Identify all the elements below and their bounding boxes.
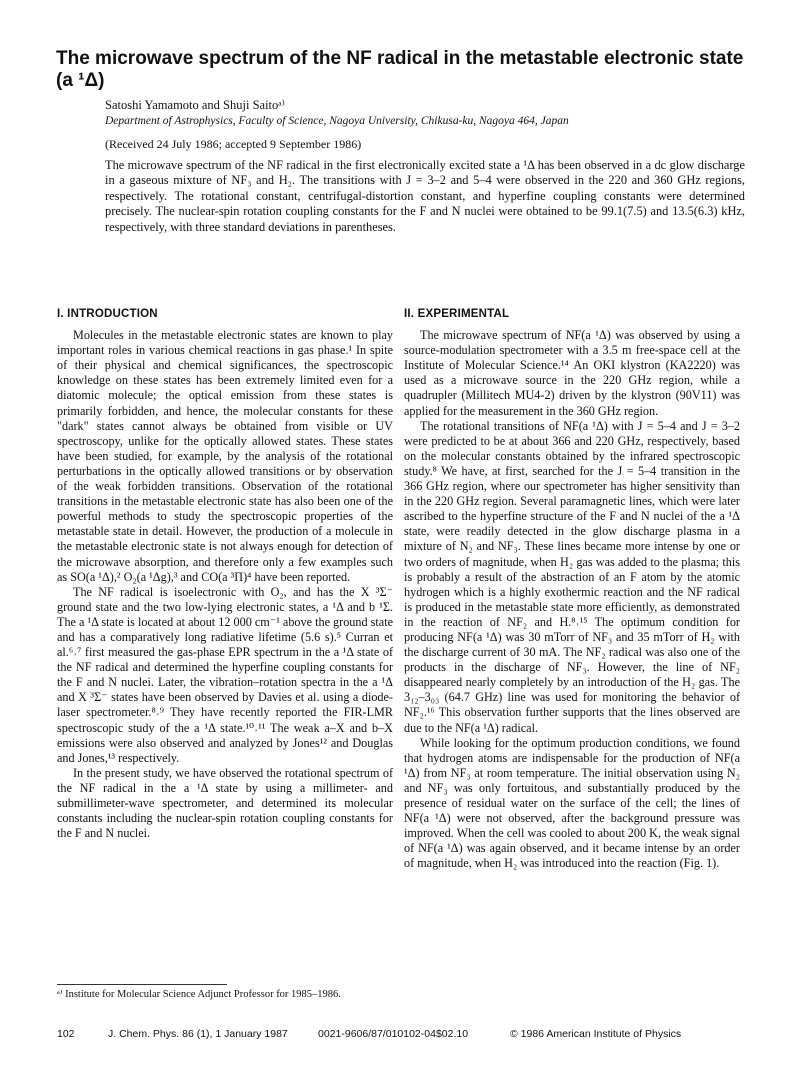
intro-paragraph-2: The NF radical is isoelectronic with O₂, and has the X ³Σ⁻ ground state and the two low-lying electronic states, a ¹Δ and b ¹Σ. The a ¹Δ state is located at about 12 000 cm⁻¹ above the ground state and has a comparatively long radiative lifetime (5.6 s).⁵ Curran et al.⁶˒⁷ first measured the gas-phase EPR spectrum in the a ¹Δ state of the NF radical and determined the hyperfine coupling constants for the F and N nuclei. Later, the vibration–rotation spectra in the a ¹Δ and X ³Σ⁻ states have been observed by Davies et al. using a diode-laser spectrometer.⁸˒⁹ They have recently reported the FIR-LMR spectroscopic study of the a ¹Δ state.¹⁰˒¹¹ The weak a–X and b–X emissions were also observed and analyzed by Jones¹² and Douglas and Jones,¹³ respectively. — [57, 584, 393, 765]
experimental-paragraph-1: The microwave spectrum of NF(a ¹Δ) was observed by using a source-modulation spectrometer with a 3.5 m free-space cell at the Institute of Molecular Science.¹⁴ An OKI klystron (KA2220) was used as a microwave source in the 220 GHz region, while a quadrupler (Millitech MU4-2) driven by the klystron (90V11) was applied for the measurement in the 360 GHz region. — [404, 328, 740, 418]
paper-title: The microwave spectrum of the NF radical in the metastable electronic state (a ¹Δ) — [56, 48, 744, 91]
left-column — [57, 307, 393, 841]
footnote-divider — [57, 984, 227, 985]
intro-heading: I. INTRODUCTION — [57, 308, 158, 320]
author-list: Satoshi Yamamoto and Shuji Saitoᵃ⁾ — [105, 98, 285, 112]
intro-paragraph-3: In the present study, we have observed the rotational spectrum of the NF radical in the a ¹Δ state by using a millimeter- and submillimeter-wave spectrometer, and determined its molecular constants including the nuclear-spin rotation coupling constants for the F and N nuclei. — [57, 765, 393, 841]
abstract: The microwave spectrum of the NF radical in the first electronically excited state a ¹Δ has been observed in a dc glow discharge in a gaseous mixture of NF₃ and H₂. The transitions with J = 3–2 and 5–4 were observed in the 220 and 360 GHz regions, respectively. The rotational constant, centrifugal-distortion constant, and hyperfine coupling constants were determined precisely. The nuclear-spin rotation coupling constants for the F and N nuclei were obtained to be 99.1(7.5) and 13.5(6.3) kHz, respectively, with three standard deviations in parentheses. — [105, 158, 745, 234]
footnote: ᵃ⁾ Institute for Molecular Science Adjunct Professor for 1985–1986. — [57, 989, 341, 1000]
experimental-paragraph-2: The rotational transitions of NF(a ¹Δ) with J = 5–4 and J = 3–2 were predicted to be at about 366 and 220 GHz, respectively, based on the molecular constants obtained by the infrared spectroscopic study.⁸ We have, at first, searched for the J = 5–4 transition in the 366 GHz region, where our spectrometer has higher sensitivity than in the 220 GHz region. Several paramagnetic lines, which were later ascribed to the hyperfine structure of the F and N nuclei of the a ¹Δ state, were readily detected in the glow discharge plasma in a mixture of N₂ and NF₃. These lines became more intense by one or two orders of magnitude, when H₂ gas was added to the plasma; this is probably a result of the abstraction of an F atom by the atomic hydrogen which is a highly exothermic reaction and the NF radical is produced in the metastable state more efficiently, as demonstrated in the reaction of NF₂ and H.⁸˒¹⁵ The optimum condition for producing NF(a ¹Δ) was 30 mTorr of NF₃ and 35 mTorr of H₂ with the discharge current of 30 mA. The NF₂ radical was also one of the products in the discharge of NF₃. However, the line of NF₂ disappeared nearly completely by an introduction of the H₂ gas. The 3₁₂–3₀₃ (64.7 GHz) line was used for monitoring the behavior of NF₂.¹⁶ This observation further supports that the lines observed are due to the NF(a ¹Δ) radical. — [404, 418, 740, 735]
received-dates: (Received 24 July 1986; accepted 9 September 1986) — [105, 137, 362, 151]
experimental-paragraph-3: While looking for the optimum production conditions, we found that hydrogen atoms are indispensable for the production of NF(a ¹Δ) from NF₃ at room temperature. The initial observation using N₂ and NF₃ was only fortuitous, and substantially produced by the presence of residual water on the surface of the cell; the lines of NF(a ¹Δ) were not observed, after the background pressure was improved. When the cell was cooled to about 200 K, the weak signal of NF(a ¹Δ) was again observed, and it became intense by an order of magnitude, when H₂ was introduced into the reaction (Fig. 1). — [404, 735, 740, 871]
page-number: 102 — [57, 1028, 75, 1040]
affiliation: Department of Astrophysics, Faculty of Science, Nagoya University, Chikusa-ku, Nagoya 464, Japan — [105, 115, 569, 127]
article-code: 0021-9606/87/010102-04$02.10 — [318, 1028, 469, 1040]
intro-paragraph-1: Molecules in the metastable electronic states are known to play important roles in various chemical reactions in gas phase.¹ In spite of their physical and chemical significances, the spectroscopic knowledge on these states has been extremely limited even for a diatomic molecule; the optical emission from these states is primarily forbidden, and hence, the molecular constants for these "dark" states cannot always be obtained from visible or UV spectroscopy, unlike for the optically allowed states. These states have been studied, for example, by the analysis of the rotational perturbations in the optically allowed transitions or by observation of the weak forbidden transitions. Observation of the rotational transitions in the metastable electronic state has also been one of the powerful methods to study the spectroscopic properties of the metastable state in detail. However, the production of a molecule in the metastable electronic state is not always enough for detection of the microwave absorption, and therefore only a few examples such as SO(a ¹Δ),² O₂(a ¹Δg),³ and CO(a ³Π)⁴ have been reported. — [57, 328, 393, 584]
right-column — [404, 307, 740, 871]
experimental-heading: II. EXPERIMENTAL — [404, 308, 510, 320]
copyright-notice: © 1986 American Institute of Physics — [510, 1028, 682, 1040]
journal-citation: J. Chem. Phys. 86 (1), 1 January 1987 — [108, 1028, 288, 1040]
